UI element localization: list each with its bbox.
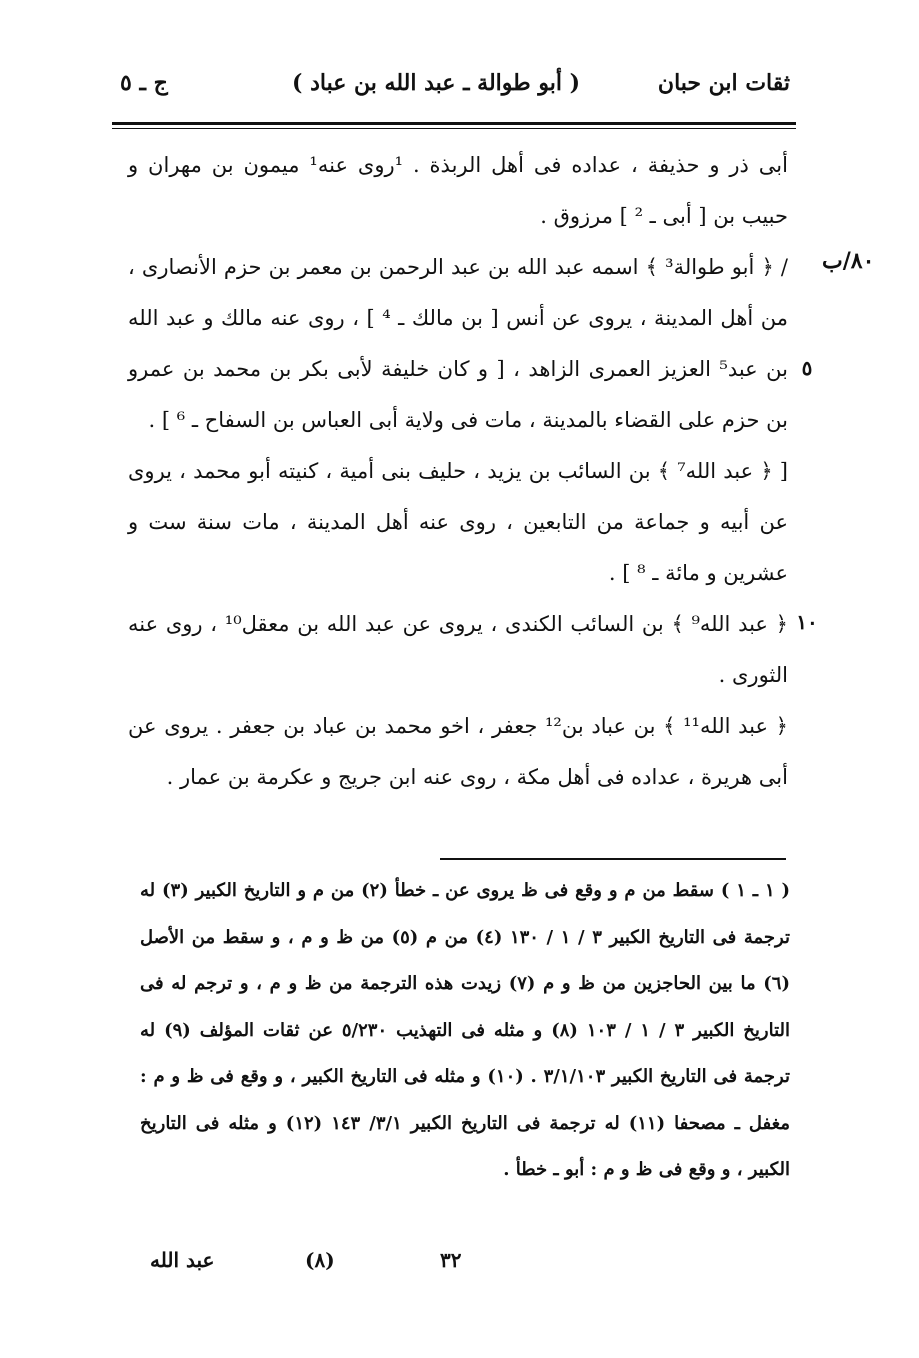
line-number-5: ٥ xyxy=(801,356,813,380)
signature-mark: (٨) xyxy=(305,1248,335,1272)
running-head xyxy=(110,70,790,110)
catchword: عبد الله xyxy=(150,1248,215,1272)
entry-abdallah-ibn-abbad: ﴿ عبد الله¹¹ ﴾ بن عباد بن¹² جعفر ، اخو محمد بن عباد بن جعفر . يروى عن أبى هريرة ، عداده فى أهل مكة ، روى عنه ابن جريج و عكرمة بن عمار . xyxy=(128,714,788,789)
header-rule-thin xyxy=(112,128,796,129)
footnotes-text: ( ١ ـ ١ ) سقط من م و وقع فى ظ يروى عن ـ خطأ (٢) من م و التاريخ الكبير (٣) له ترجمة فى التاريخ الكبير ٣ / ١ / ١٣٠ (٤) من م (٥) من ظ و م ، و سقط من الأصل (٦) ما بين الحاجزين من ظ و م (٧) زيدت هذه الترجمة من ظ و م ، و ترجم له فى التاريخ الكبير ٣ / ١ / ١٠٣ (٨) و مثله فى التهذيب ٥/٢٣٠ عن ثقات المؤلف (٩) له ترجمة فى التاريخ الكبير ٣/١/١٠٣ . (١٠) و مثله فى التاريخ الكبير ، و وقع فى ظ و م : مغفل ـ مصحفا (١١) له ترجمة فى التاريخ الكبير ٣/١/ ١٤٣ (١٢) و مثله فى التاريخ الكبير ، و وقع فى ظ و م : أبو ـ خطأ . xyxy=(140,880,791,1180)
footnote-rule xyxy=(440,858,786,860)
entry-abu-tuwala: / ﴿ أبو طوالة³ ﴾ اسمه عبد الله بن عبد الرحمن بن معمر بن حزم الأنصارى ، من أهل المدينة ، يروى عن أنس [ بن مالك ـ ⁴ ] ، روى عنه مالك و عبد الله بن عبد⁵ العزيز العمرى الزاهد ، [ و كان خليفة لأبى بكر بن محمد بن عمرو بن حزم على القضاء بالمدينة ، مات فى ولاية أبى العباس بن السفاح ـ ⁶ ] . xyxy=(128,255,788,432)
entry-abdallah-ibn-al-saib-al-kindi: ﴿ عبد الله⁹ ﴾ بن السائب الكندى ، يروى عن عبد الله بن معقل¹⁰ ، روى عنه الثورى . xyxy=(128,612,788,687)
entry-abdallah-ibn-al-saib-ibn-yazid: [ ﴿ عبد الله⁷ ﴾ بن السائب بن يزيد ، حليف بنى أمية ، كنيته أبو محمد ، يروى عن أبيه و جماعة من التابعين ، روى عنه أهل المدينة ، مات سنة ست و عشرين و مائة ـ ⁸ ] . xyxy=(128,459,788,585)
header-rule-thick xyxy=(112,122,796,125)
running-head-volume: ج ـ ٥ xyxy=(120,70,168,96)
page-number: ٣٢ xyxy=(440,1248,462,1272)
footnotes xyxy=(140,868,790,1194)
entry-continuation: أبى ذر و حذيفة ، عداده فى أهل الربذة . ¹روى عنه¹ ميمون بن مهران و حبيب بن [ أبى ـ ² ] مرزوق . xyxy=(128,153,788,228)
page-foot xyxy=(140,1248,560,1282)
running-head-book-title: ثقات ابن حبان xyxy=(657,70,790,96)
running-head-section-title: ( أبو طوالة ـ عبد الله بن عباد ) xyxy=(292,70,580,96)
main-text xyxy=(128,140,788,803)
line-number-10: ١٠ xyxy=(796,610,818,634)
manuscript-folio-mark: ٨٠/ب xyxy=(822,248,875,274)
